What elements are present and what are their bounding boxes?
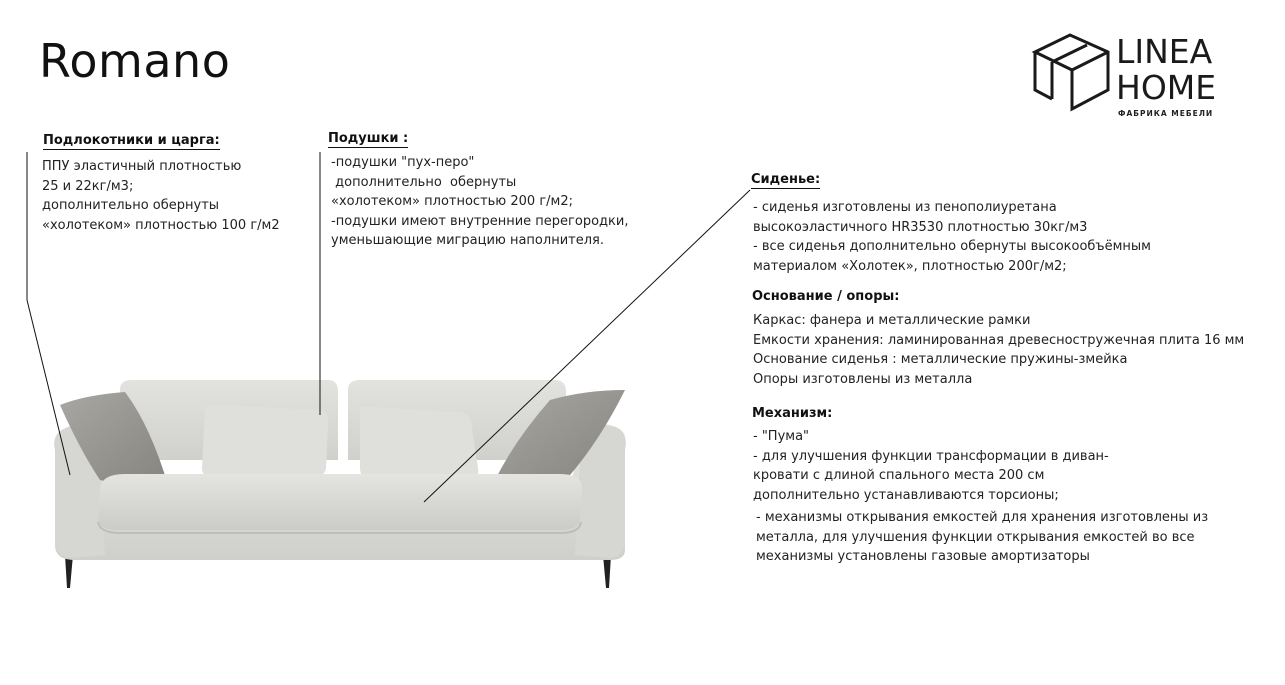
mechanism-line: механизмы установлены газовые амортизаторы bbox=[756, 549, 1090, 564]
armrests-line: дополнительно обернуты bbox=[42, 198, 220, 213]
seat-line: высокоэластичного HR3530 плотностью 30кг/м3 bbox=[753, 219, 1088, 235]
seat-heading: Сиденье: bbox=[751, 172, 821, 187]
cushions-line: уменьшающие миграцию наполнителя. bbox=[331, 233, 604, 248]
mechanism-line: - для улучшения функции трансформации в диван- bbox=[753, 448, 1109, 464]
seat-line: материалом «Холотек», плотностью 200г/м2; bbox=[753, 258, 1067, 274]
base-line: Основание сиденья : металлические пружины-змейка bbox=[753, 352, 1128, 367]
base-text bbox=[753, 311, 1244, 389]
armrests-heading: Подлокотники и царга: bbox=[43, 133, 220, 148]
cushions-text bbox=[331, 153, 628, 251]
cushions-line: -подушки "пух-перо" bbox=[331, 155, 475, 170]
logo-line1: LINEA bbox=[1116, 32, 1213, 71]
armrests-line: ППУ эластичный плотностью bbox=[42, 159, 242, 174]
cushions-line: -подушки имеют внутренние перегородки, bbox=[331, 213, 629, 229]
base-line: Емкости хранения: ламинированная древесностружечная плита 16 мм bbox=[753, 332, 1245, 348]
mechanism-heading: Механизм: bbox=[752, 406, 833, 421]
base-line: Опоры изготовлены из металла bbox=[753, 371, 973, 387]
logo-tagline: ФАБРИКА МЕБЕЛИ bbox=[1118, 109, 1214, 118]
armrests-line: «холотеком» плотностью 100 г/м2 bbox=[42, 217, 280, 233]
armrests-text bbox=[42, 157, 280, 235]
mechanism-line: - механизмы открывания емкостей для хранения изготовлены из bbox=[756, 510, 1209, 525]
base-line: Каркас: фанера и металлические рамки bbox=[753, 313, 1031, 328]
mechanism-line: - "Пума" bbox=[753, 429, 810, 444]
mechanism-text bbox=[753, 427, 1109, 505]
armrests-line: 25 и 22кг/м3; bbox=[42, 178, 134, 194]
mechanism-line: кровати с длиной спального места 200 см bbox=[753, 468, 1045, 483]
mechanism-text-2 bbox=[756, 508, 1208, 567]
base-heading: Основание / опоры: bbox=[752, 289, 900, 304]
logo-line2: HOME bbox=[1116, 68, 1217, 107]
cushions-line: дополнительно обернуты bbox=[331, 174, 517, 190]
page-title: Romano bbox=[39, 34, 231, 88]
seat-line: - сиденья изготовлены из пенополиуретана bbox=[753, 200, 1057, 215]
cushions-line: «холотеком» плотностью 200 г/м2; bbox=[331, 194, 573, 209]
seat-text bbox=[753, 198, 1151, 276]
mechanism-line: дополнительно устанавливаются торсионы; bbox=[753, 487, 1059, 503]
seat-line: - все сиденья дополнительно обернуты высокообъёмным bbox=[753, 239, 1151, 254]
cushions-heading: Подушки : bbox=[328, 131, 409, 146]
mechanism-line: металла, для улучшения функции открывания емкостей во все bbox=[756, 529, 1195, 545]
